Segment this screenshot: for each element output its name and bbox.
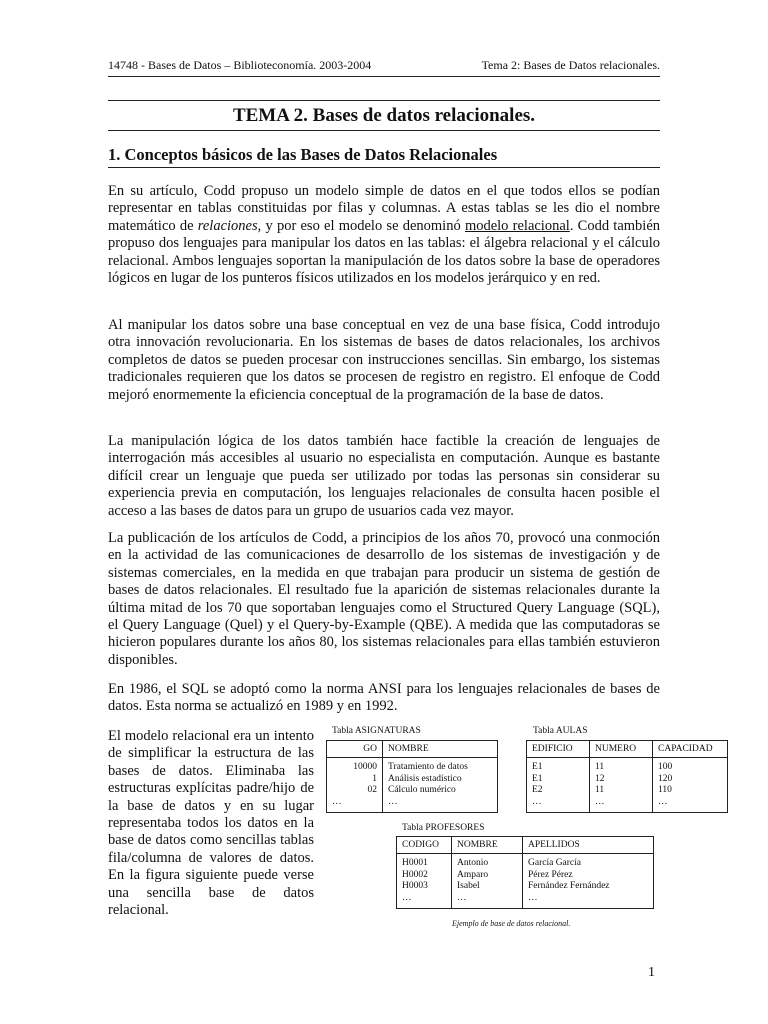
table-row: 1 Análisis estadístico [327,774,498,786]
asignaturas-caption: Tabla ASIGNATURAS [332,726,421,736]
table-header: CODIGO [397,837,452,854]
table-header: EDIFICIO [527,741,590,758]
page-title: TEMA 2. Bases de datos relacionales. [108,100,660,131]
table-row: 10000 Tratamiento de datos [327,758,498,774]
asignaturas-table [326,740,498,813]
table-row: … … … [397,893,654,909]
table-row: 02 Cálculo numérico [327,785,498,797]
paragraph-logical-manipulation: La manipulación lógica de los datos también hace factible la creación de lenguajes de interrogación más accesibles al usuario no especialista en computación. Aunque es bastante difícil crear un lenguaje que pueda ser utilizado por todas las personas sin considerar su experiencia previa en computación, los lenguajes relacionales de consulta hacen posible el acceso a las bases de datos para un grupo de usuarios cada vez mayor. [108,433,660,519]
table-header: GO [327,741,383,758]
paragraph-conceptual-base: Al manipular los datos sobre una base conceptual en vez de una base física, Codd introdujo otra innovación revolucionaria. En los sistemas de bases de datos relacionales, los archivos completos de datos se pueden procesar con instrucciones sencillas. Sin embargo, los sistemas tradicionales requieren que los datos se procesen de registro en registro. El enfoque de Codd mejoró enormemente la eficiencia conceptual de la programación de la base de datos. [108,317,660,403]
table-row: E2 11 110 [527,785,728,797]
paragraph-relational-model: El modelo relacional era un intento de simplificar la estructura de las bases de datos. Eliminaba las estructuras explícitas padre/hijo de la base de datos y en su lugar representaba todos los datos en la base de datos como sencillas tablas fila/columna de valores de datos. En la figura siguiente puede verse una sencilla base de datos relacional. [108,728,314,919]
header-course: 14748 - Bases de Datos – Biblioteconomía. 2003-2004 [108,58,372,72]
page-header [108,58,660,77]
table-header: NOMBRE [383,741,498,758]
table-row: H0002 Amparo Pérez Pérez [397,870,654,882]
table-row: … … [327,797,498,813]
page-number: 1 [648,965,655,980]
paragraph-sql-standard: En 1986, el SQL se adoptó como la norma ANSI para los lenguajes relacionales de bases de datos. Esta norma se actualizó en 1989 y en 1992. [108,681,660,715]
table-row: H0001 Antonio García García [397,854,654,870]
profesores-table [396,836,654,909]
table-header: APELLIDOS [523,837,654,854]
paragraph-codd-model: En su artículo, Codd propuso un modelo simple de datos en el que todos ellos se podían representar en tablas constituidas por filas y columnas. A estas tablas se les dio el nombre matemático de relaciones, y por eso el modelo se denominó modelo relacional. Codd también propuso dos lenguajes para manipular los datos en las tablas: el álgebra relacional y el cálculo relacional. Ambos lenguajes soportan la manipulación de los datos sobre la base de operadores lógicos en lugar de los punteros físicos utilizados en los modelos jerárquico y en red. [108,183,660,287]
table-row: E1 12 120 [527,774,728,786]
table-row: E1 11 100 [527,758,728,774]
profesores-caption: Tabla PROFESORES [402,823,485,833]
table-row: … … … [527,797,728,813]
paragraph-codd-publications: La publicación de los artículos de Codd, a principios de los años 70, provocó una conmoción en la actividad de las comunicaciones de desarrollo de los sistemas de investigación y de sistemas comerciales, en la medida en que trabajan para producir un sistema de gestión de bases de datos relacionales. El resultado fue la aparición de sistemas relacionales durante la última mitad de los 70 que soportaban lenguajes como el Structured Query Language (SQL), el Query Language (Quel) y el Query-by-Example (QBE). A medida que las computadoras se hicieron populares durante los años 80, los sistemas relacionales para ellas también estuvieron disponibles. [108,530,660,668]
aulas-table [526,740,728,813]
aulas-caption: Tabla AULAS [533,726,588,736]
table-row: H0003 Isabel Fernández Fernández [397,881,654,893]
table-header: NOMBRE [452,837,523,854]
figure-caption: Ejemplo de base de datos relacional. [452,919,571,928]
table-header: NUMERO [590,741,653,758]
table-header: CAPACIDAD [653,741,728,758]
header-topic: Tema 2: Bases de Datos relacionales. [481,58,660,72]
section-heading: 1. Conceptos básicos de las Bases de Datos Relacionales [108,145,660,168]
